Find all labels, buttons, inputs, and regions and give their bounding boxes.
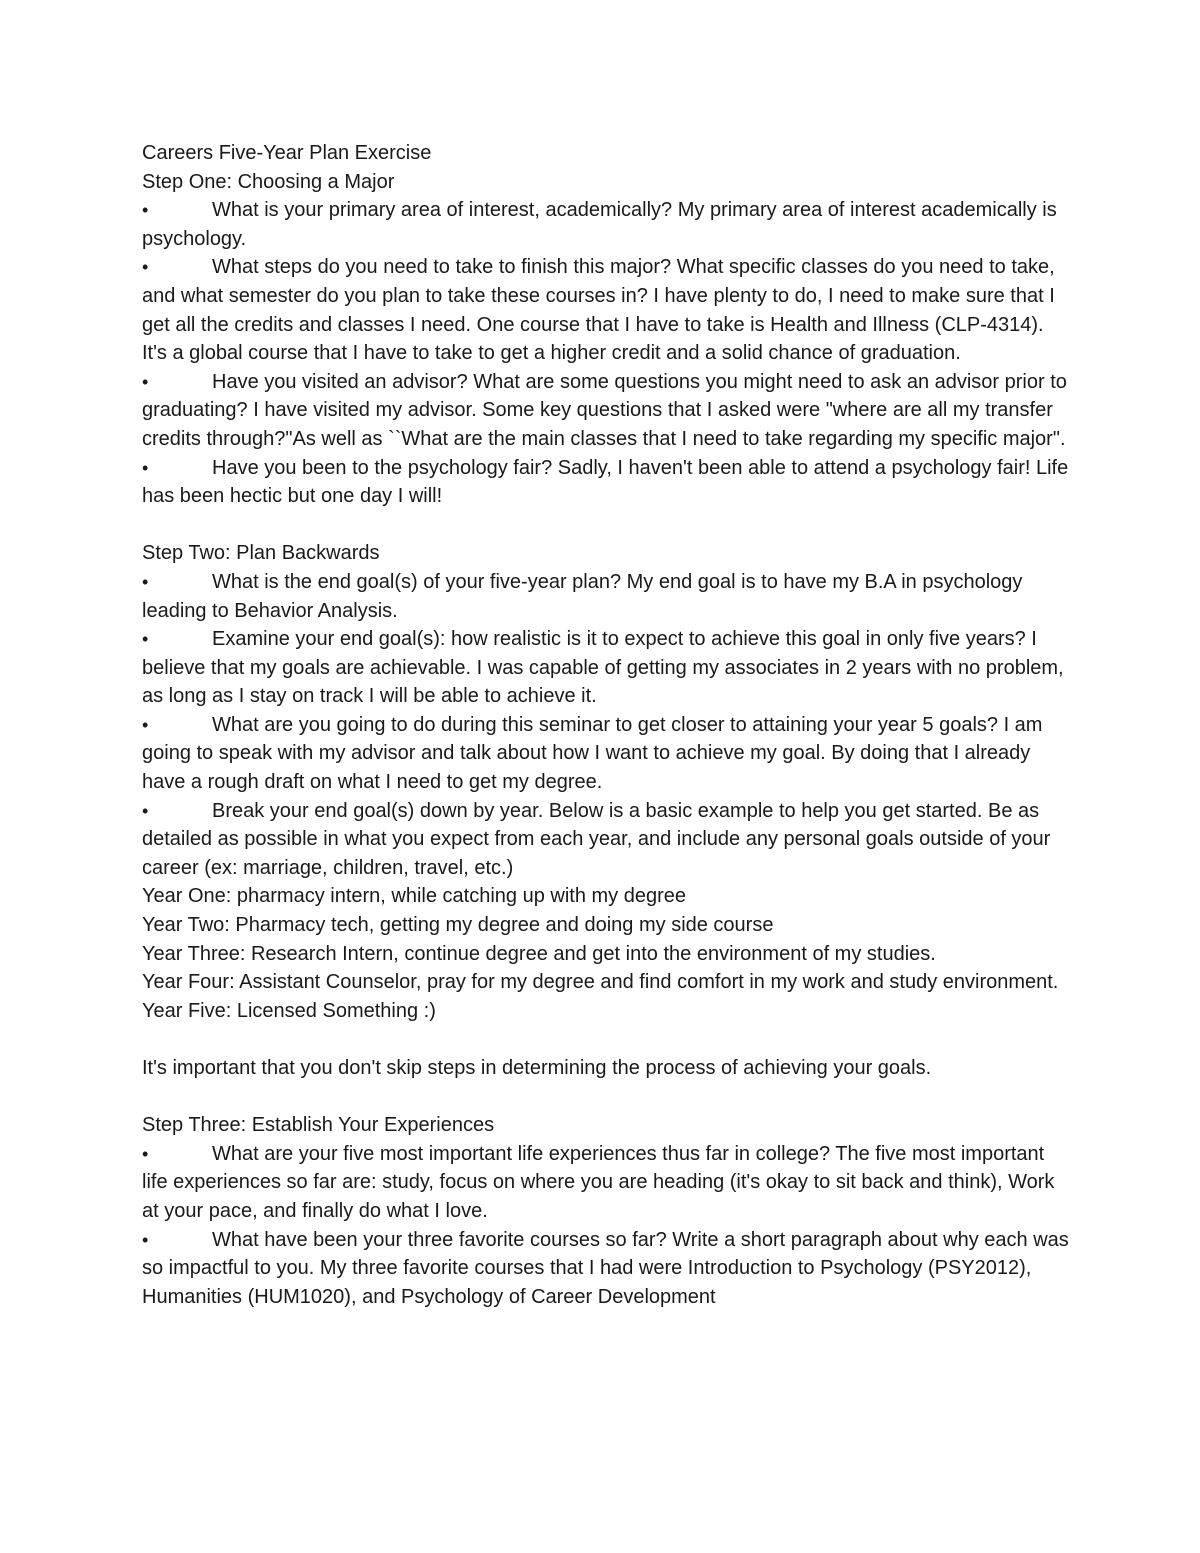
year-four-line: Year Four: Assistant Counselor, pray for my degree and find comfort in my work and study environment. [142,971,1059,994]
year-five-line: Year Five: Licensed Something :) [142,999,436,1022]
spacer [142,511,1072,540]
list-item [142,1140,1072,1226]
list-item-text: Have you been to the psychology fair? Sadly, I haven't been able to attend a psychology fair! Life has been hectic but one day I will! [142,456,1069,508]
document-page [142,139,1072,1311]
list-item-text: Examine your end goal(s): how realistic is it to expect to achieve this goal in only five years? I believe that my goals are achievable. I was capable of getting my associates in 2 years with no problem, as long as I stay on track I will be able to achieve it. [142,628,1064,708]
list-item-text: Break your end goal(s) down by year. Below is a basic example to help you get started. Be as detailed as possible in what you expect from each year, and include any personal goals outside of your career (ex: marriage, children, travel, etc.) [142,799,1051,879]
bullet-icon: • [142,800,149,821]
list-item [142,1226,1072,1312]
list-item [142,454,1072,511]
important-note: It's important that you don't skip steps in determining the process of achieving your goals. [142,1057,932,1079]
list-item [142,625,1072,711]
list-item-text: What steps do you need to take to finish this major? What specific classes do you need to take, and what semester do you plan to take these courses in? I have plenty to do, I need to make sure that I get all the credits and classes I need. One course that I have to take is Health and Illness (CLP-4314). It's a global course that I have to take to get a higher credit and a solid chance of graduation. [142,256,1055,365]
list-item [142,368,1072,454]
list-item-text: What is your primary area of interest, academically? My primary area of interest academically is psychology. [142,199,1057,250]
list-item-text: What are you going to do during this seminar to get closer to attaining your year 5 goals? I am going to speak with my advisor and talk about how I want to achieve my goal. By doing that I already have a rough draft on what I need to get my degree. [142,713,1043,794]
spacer [142,1083,1072,1112]
year-one-line: Year One: pharmacy intern, while catching up with my degree [142,885,686,908]
bullet-icon: • [142,257,149,278]
document-title: Careers Five-Year Plan Exercise [142,142,432,164]
list-item-text: What have been your three favorite courses so far? Write a short paragraph about why each was so impactful to you. My three favorite courses that I had were Introduction to Psychology (PSY2012), Humanities (HUM1020), and Psychology of Career Development [142,1228,1069,1308]
step-two-heading: Step Two: Plan Backwards [142,542,380,565]
year-two-line: Year Two: Pharmacy tech, getting my degree and doing my side course [142,914,774,937]
list-item-text: What is the end goal(s) of your five-year plan? My end goal is to have my B.A in psychology leading to Behavior Analysis. [142,570,1023,622]
list-item [142,711,1072,797]
bullet-icon: • [142,1143,149,1164]
bullet-icon: • [142,571,149,592]
bullet-icon: • [142,714,149,735]
spacer [142,1025,1072,1054]
list-item-text: What are your five most important life experiences thus far in college? The five most important life experiences so far are: study, focus on where you are heading (it's okay to sit back and think), Work at your pace, and finally do what I love. [142,1142,1055,1222]
step-three-heading: Step Three: Establish Your Experiences [142,1114,495,1137]
list-item [142,568,1072,625]
step-one-heading: Step One: Choosing a Major [142,170,395,193]
bullet-icon: • [142,200,149,221]
year-three-line: Year Three: Research Intern, continue degree and get into the environment of my studies. [142,942,936,965]
bullet-icon: • [142,1229,149,1250]
bullet-icon: • [142,371,149,392]
list-item [142,196,1072,253]
list-item [142,797,1072,883]
bullet-icon: • [142,629,149,650]
list-item [142,253,1072,367]
bullet-icon: • [142,457,149,478]
list-item-text: Have you visited an advisor? What are some questions you might need to ask an advisor prior to graduating? I have visited my advisor. Some key questions that I asked were "where are all my transfer credits through?"As well as ``What are the main classes that I need to take regarding my specific major". [142,370,1067,450]
